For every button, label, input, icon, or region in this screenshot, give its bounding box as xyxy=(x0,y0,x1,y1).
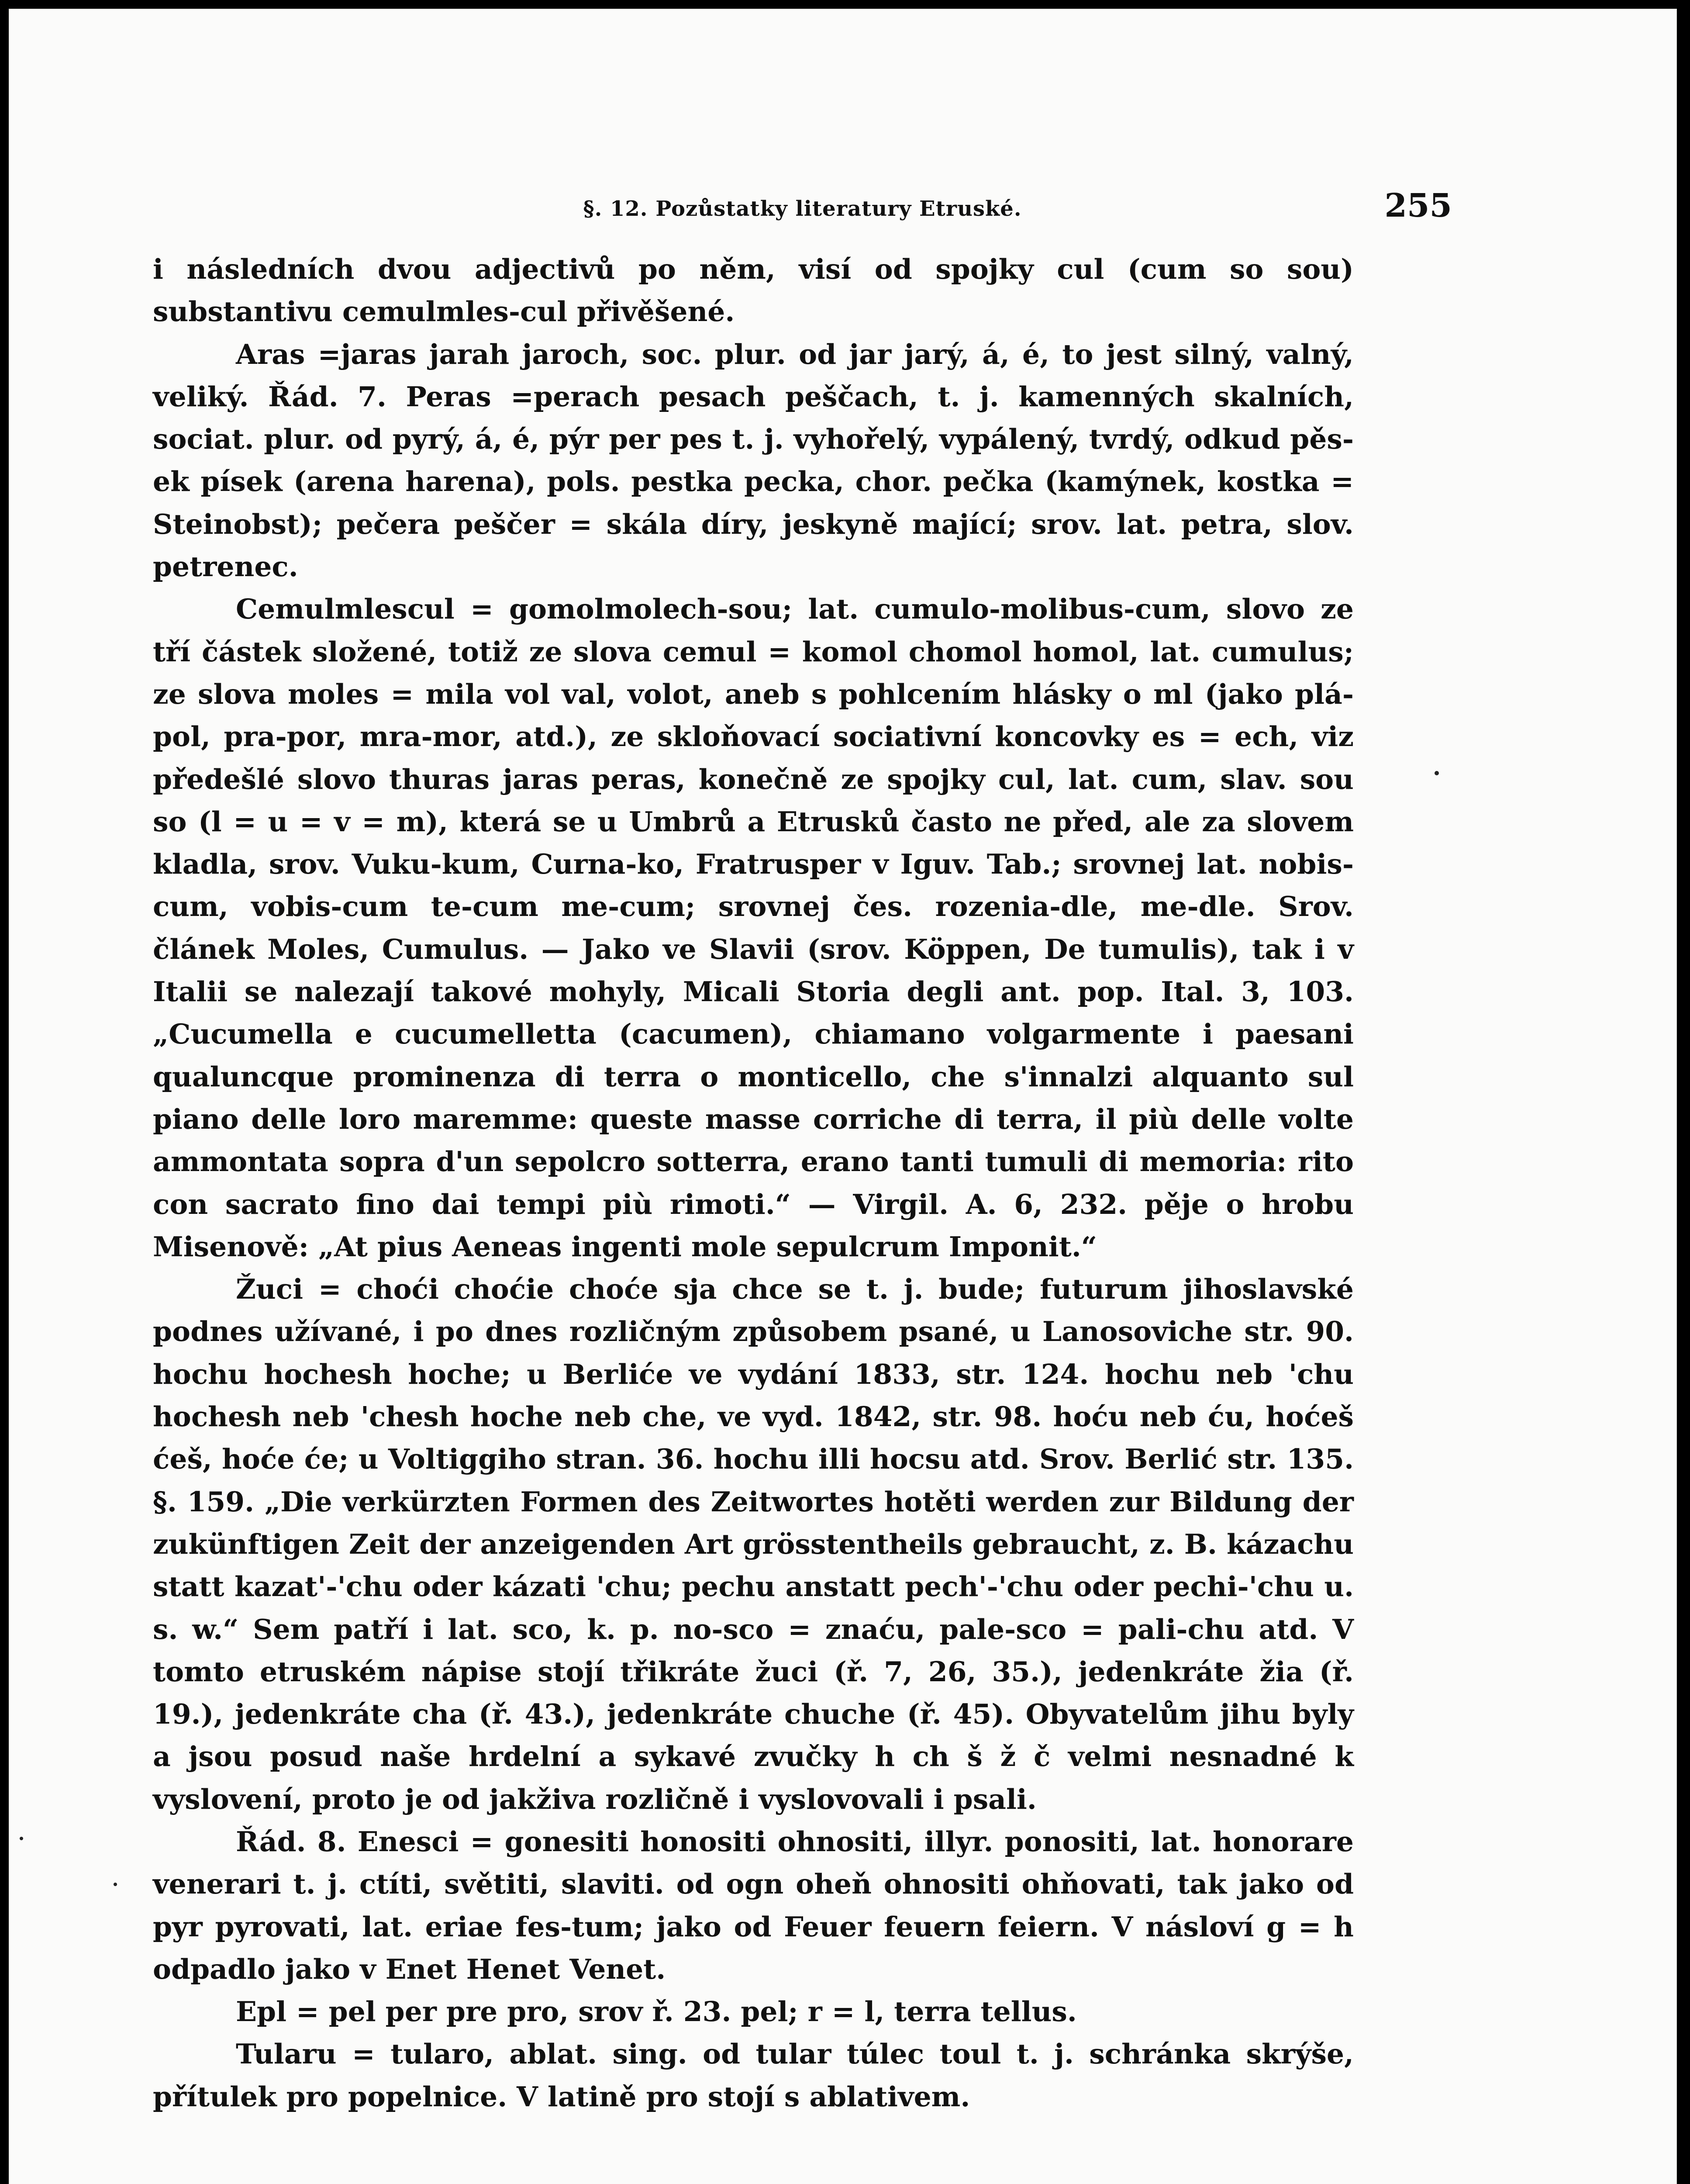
paragraph: Žuci = choći choćie choće sja chce se t. j. bude; futurum jihoslavské podnes užívané, i po dnes rozličným způsobem psané, u Lanosoviche str. 90. hochu hochesh hoche; u Berliće ve vydání 1833, str. 124. hochu neb 'chu hochesh neb 'chesh hoche neb che, ve vyd. 1842, str. 98. hoću neb ću, hoćeš ćeš, hoće će; u Voltiggiho stran. 36. hochu illi hocsu atd. Srov. Berlić str. 135. §. 159. „Die verkürzten Formen des Zeitwortes hotěti werden zur Bildung der zukünftigen Zeit der anzeigenden Art grösstentheils gebraucht, z. B. kázachu statt kazat'-'chu oder kázati 'chu; pechu anstatt pech'-'chu oder pechi-'chu u. s. w.“ Sem patří i lat. sco, k. p. no-sco = znaću, pale-sco = pali-chu atd. V tomto etruském nápise stojí třikráte žuci (ř. 7, 26, 35.), jedenkráte žia (ř. 19.), jedenkráte cha (ř. 43.), jedenkráte chuche (ř. 45). Obyvatelům jihu byly a jsou posud naše hrdelní a sykavé zvučky h ch š ž č velmi nesnadné k vyslovení, proto je od jakživa rozličně i vyslovovali i psali. xyxy=(153,1273,1354,1815)
section-title: §. 12. Pozůstatky literatury Etruské. xyxy=(583,197,1022,221)
paragraph: i následních dvou adjectivů po něm, visí od spojky cul (cum so sou) substantivu cemulmles-cul přivěšené. xyxy=(153,253,1354,328)
paragraph: Řád. 8. Enesci = gonesiti honositi ohnositi, illyr. ponositi, lat. honorare venerari t. j. ctíti, světiti, slaviti. od ogn oheň ohnositi ohňovati, tak jako od pyr pyrovati, lat. eriae fes-tum; jako od Feuer feuern feiern. V násloví g = h odpadlo jako v Enet Henet Venet. xyxy=(153,1825,1354,1985)
running-header xyxy=(153,183,1452,232)
paragraph: Epl = pel per pre pro, srov ř. 23. pel; r = l, terra tellus. xyxy=(236,1995,1077,2028)
scan-dot xyxy=(20,1837,23,1840)
page-number: 255 xyxy=(1384,187,1452,225)
paragraph: Tularu = tularo, ablat. sing. od tular túlec toul t. j. schránka skrýše, přítulek pro popelnice. V latině pro stojí s ablativem. xyxy=(153,2038,1354,2113)
book-page xyxy=(9,9,1677,2184)
body-text xyxy=(153,248,1354,2118)
paragraph: Cemulmlescul = gomolmolech-sou; lat. cumulo-molibus-cum, slovo ze tří částek složené, totiž ze slova cemul = komol chomol homol, lat. cumulus; ze slova moles = mila vol val, volot, aneb s pohlcením hlásky o ml (jako plá-pol, pra-por, mra-mor, atd.), ze skloňovací sociativní koncovky es = ech, viz předešlé slovo thuras jaras peras, konečně ze spojky cul, lat. cum, slav. sou so (l = u = v = m), která se u Umbrů a Etrusků často ne před, ale za slovem kladla, srov. Vuku-kum, Curna-ko, Fratrusper v Iguv. Tab.; srovnej lat. nobis-cum, vobis-cum te-cum me-cum; srovnej čes. rozenia-dle, me-dle. Srov. článek Moles, Cumulus. — Jako ve Slavii (srov. Köppen, De tumulis), tak i v Italii se nalezají takové mohyly, Micali Storia degli ant. pop. Ital. 3, 103. „Cucumella e cucumelletta (cacumen), chiamano volgarmente i paesani qualuncque prominenza di terra o monticello, che s'innalzi alquanto sul piano delle loro maremme: queste masse corriche di terra, il più delle volte ammontata sopra d'un sepolcro sotterra, erano tanti tumuli di memoria: rito con sacrato fino dai tempi più rimoti.“ — Virgil. A. 6, 232. pěje o hrobu Misenově: „At pius Aeneas ingenti mole sepulcrum Imponit.“ xyxy=(153,593,1354,1263)
paragraph: Aras =jaras jarah jaroch, soc. plur. od jar jarý, á, é, to jest silný, valný, veliký. Řád. 7. Peras =perach pesach peščach, t. j. kamenných skalních, sociat. plur. od pyrý, á, é, pýr per pes t. j. vyhořelý, vypálený, tvrdý, odkud pěs-ek písek (arena harena), pols. pestka pecka, chor. pečka (kamýnek, kostka = Steinobst); pečera peščer = skála díry, jeskyně mající; srov. lat. petra, slov. petrenec. xyxy=(153,338,1354,583)
scan-dot xyxy=(1435,771,1439,775)
scan-dot xyxy=(114,1883,117,1886)
